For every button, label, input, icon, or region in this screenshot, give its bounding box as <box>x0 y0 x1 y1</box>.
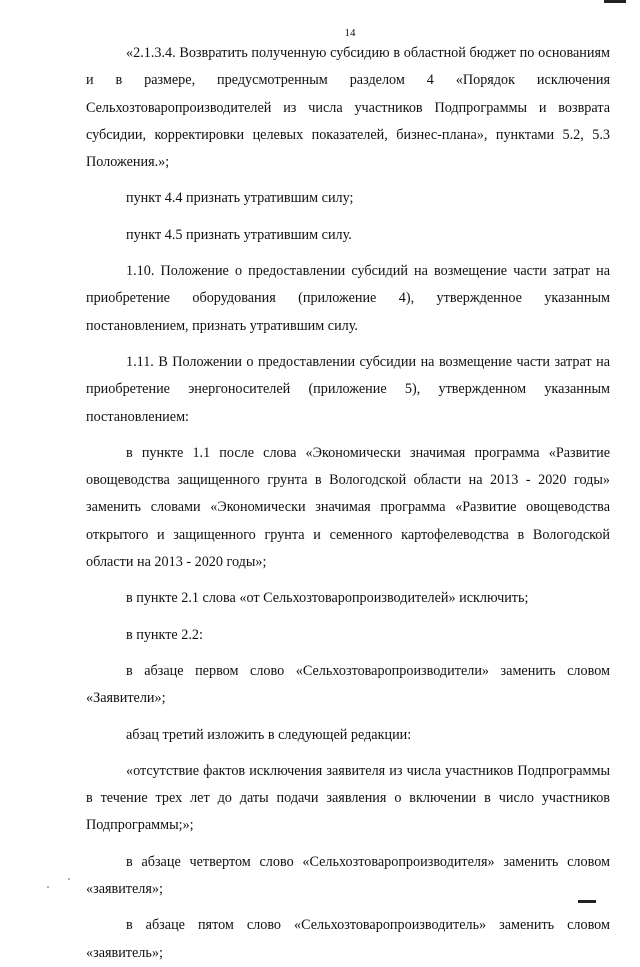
scan-corner-mark <box>604 0 626 3</box>
paragraph-item-2-2: в пункте 2.2: <box>126 626 203 643</box>
scan-speck <box>47 886 49 888</box>
paragraph-2-1-3-4: «2.1.3.4. Возвратить полученную субсидию в областной бюджет по основаниям и в размере, предусмотренным разделом 4 «Порядок исключения Сельхозтоваропроизводителей из числа участников Подпрограммы и возврата субсидии, корректировки целевых показателей, бизнес-плана», пунктами 5.2, 5.3 Положения.»; <box>86 45 610 171</box>
paragraph-abzac-third: абзац третий изложить в следующей редакции: <box>126 726 412 743</box>
page-number: 14 <box>344 27 356 39</box>
paragraph-abzac-fourth: в абзаце четвертом слово «Сельхозтоваропроизводителя» заменить словом «заявителя»; <box>86 853 610 898</box>
paragraph-item-1-1: в пункте 1.1 после слова «Экономически значимая программа «Развитие овощеводства защищенного грунта в Вологодской области на 2013 - 2020 годы» заменить словами «Экономически значимая программа «Развитие овощеводства открытого и защищенного грунта и семенного картофелеводства в Вологодской области на 2013 - 2020 годы»; <box>86 444 610 571</box>
document-body <box>86 40 610 967</box>
paragraph-abzac-first: в абзаце первом слово «Сельхозтоваропроизводители» заменить словом «Заявители»; <box>86 662 610 707</box>
paragraph-abzac-fifth: в абзаце пятом слово «Сельхозтоваропроизводитель» заменить словом «заявитель»; <box>86 917 610 961</box>
paragraph-quote-otsutstvie: «отсутствие фактов исключения заявителя из числа участников Подпрограммы в течение трех лет до даты подачи заявления о включении в число участников Подпрограммы;»; <box>86 762 610 834</box>
paragraph-item-2-1: в пункте 2.1 слова «от Сельхозтоваропроизводителей» исключить; <box>126 590 529 607</box>
paragraph-item-4-4: пункт 4.4 признать утратившим силу; <box>126 190 354 207</box>
paragraph-item-4-5: пункт 4.5 признать утратившим силу. <box>126 226 352 243</box>
scan-speck <box>68 878 70 880</box>
paragraph-1-10: 1.10. Положение о предоставлении субсидий на возмещение части затрат на приобретение оборудования (приложение 4), утвержденное указанным постановлением, признать утратившим силу. <box>86 263 610 334</box>
paragraph-1-11: 1.11. В Положении о предоставлении субсидии на возмещение части затрат на приобретение энергоносителей (приложение 5), утвержденном указанным постановлением: <box>86 353 610 425</box>
